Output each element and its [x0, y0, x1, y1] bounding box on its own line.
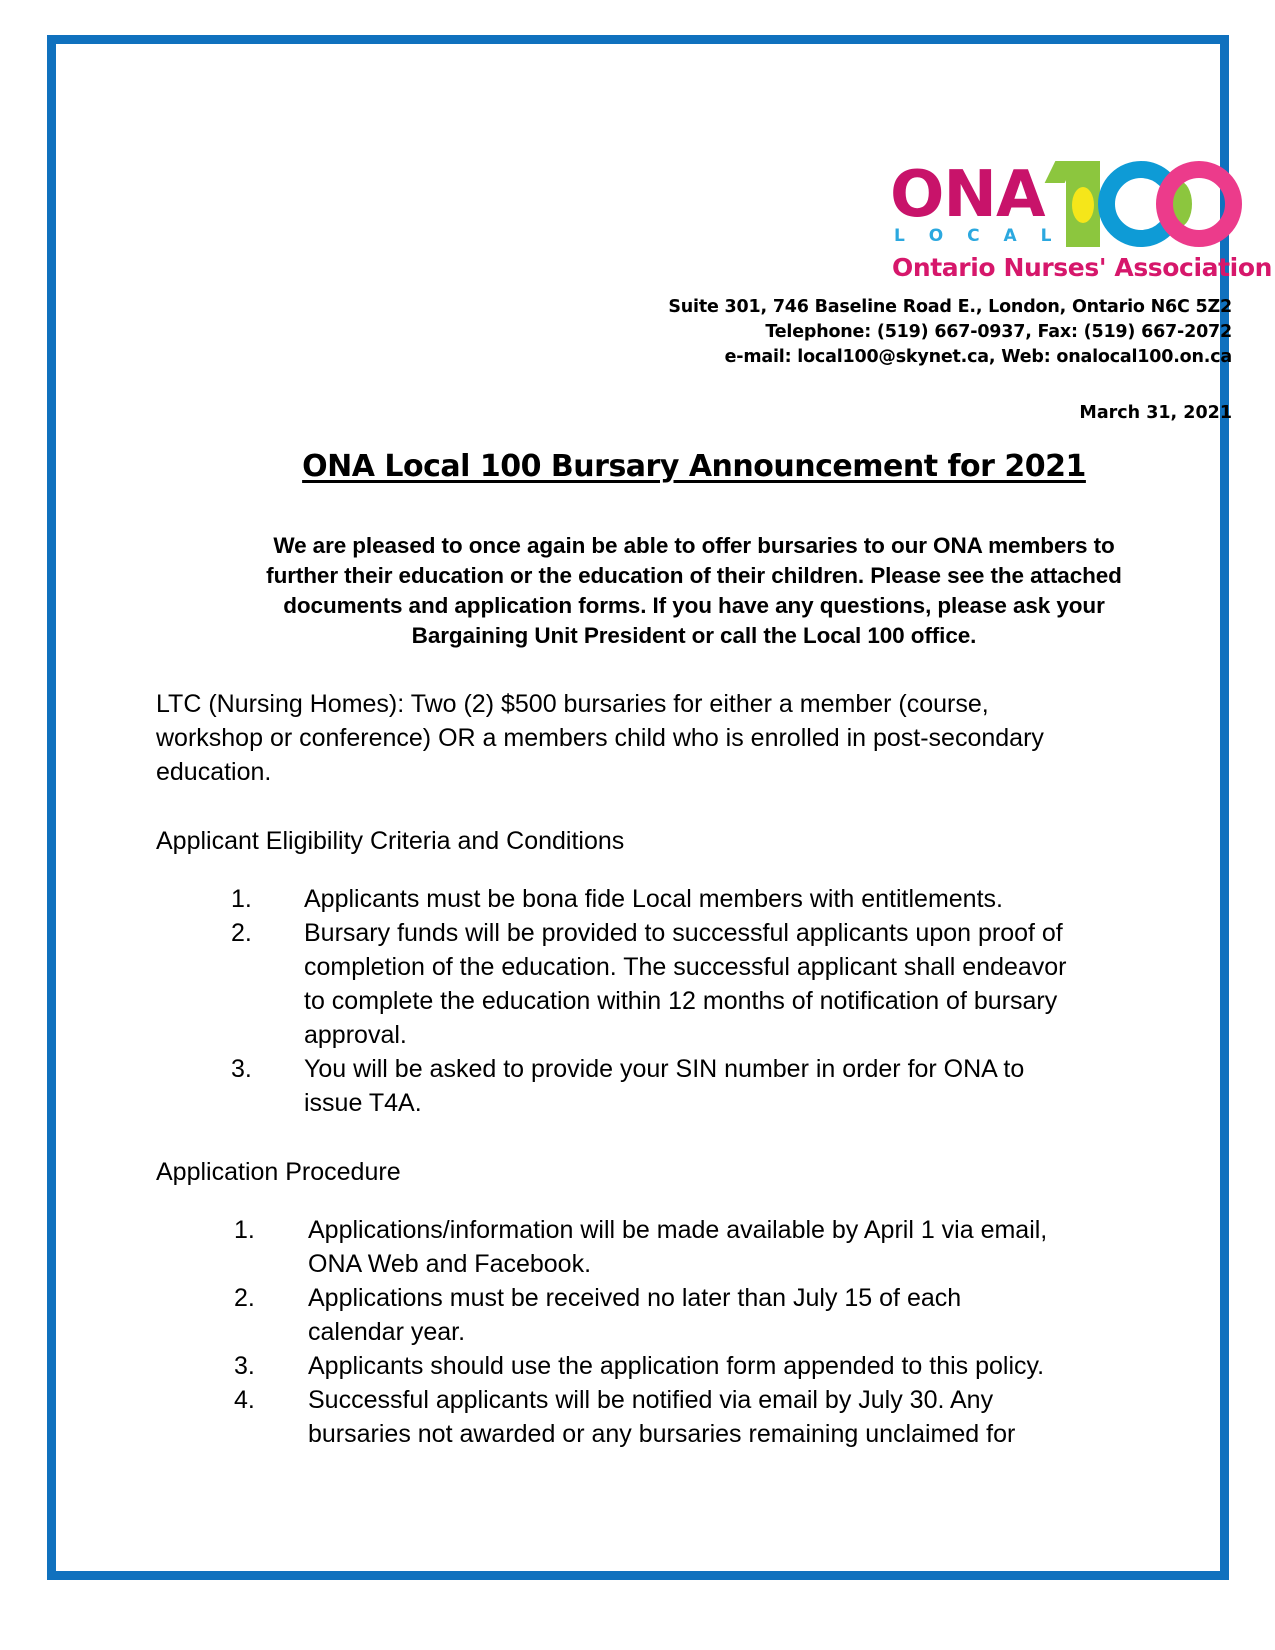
list-marker: 4.	[234, 1386, 255, 1414]
document-date: March 31, 2021	[1079, 403, 1232, 423]
intro-line: documents and application forms. If you have any questions, please ask your	[283, 593, 1105, 618]
contact-address: Suite 301, 746 Baseline Road E., London, Ontario N6C 5Z2	[668, 297, 1232, 317]
anniversary-100-icon	[1064, 159, 1240, 251]
list-line: Applicants must be bona fide Local members with entitlements.	[304, 885, 1003, 913]
page-title: ONA Local 100 Bursary Announcement for 2021	[302, 449, 1086, 484]
list-marker: 3.	[234, 1352, 255, 1380]
list-marker: 2.	[234, 1284, 255, 1312]
list-item-text	[304, 882, 1232, 916]
ltc-line: LTC (Nursing Homes): Two (2) $500 bursaries for either a member (course,	[156, 690, 989, 718]
ltc-line: education.	[156, 758, 272, 786]
intro-line: We are pleased to once again be able to offer bursaries to our ONA members to	[273, 533, 1115, 558]
digit-one-inner-shape	[1072, 187, 1094, 223]
list-line: ONA Web and Facebook.	[308, 1250, 592, 1278]
list-line: issue T4A.	[304, 1089, 422, 1117]
procedure-heading: Application Procedure	[156, 1158, 401, 1186]
list-line: approval.	[304, 1021, 407, 1049]
contact-email-web: e-mail: local100@skynet.ca, Web: onalocal100.on.ca	[724, 347, 1232, 367]
list-item-text	[308, 1281, 1232, 1349]
list-item-text	[308, 1383, 1232, 1451]
ona-wordmark: ONA	[890, 158, 1045, 232]
list-item	[156, 1281, 1232, 1349]
ltc-paragraph	[156, 687, 1232, 789]
page-border-frame	[47, 35, 1273, 1580]
list-line: Applications must be received no later than July 15 of each	[308, 1284, 962, 1312]
list-line: to complete the education within 12 months of notification of bursary	[304, 987, 1058, 1015]
list-line: bursaries not awarded or any bursaries remaining unclaimed for	[308, 1420, 1016, 1448]
list-line: Bursary funds will be provided to successful applicants upon proof of	[304, 919, 1063, 947]
list-item	[156, 1383, 1232, 1451]
list-line: completion of the education. The successful applicant shall endeavor	[304, 953, 1067, 981]
list-marker: 3.	[231, 1055, 252, 1083]
list-marker: 1.	[231, 885, 252, 913]
list-line: Successful applicants will be notified via email by July 30. Any	[308, 1386, 994, 1414]
list-item	[156, 882, 1232, 916]
eligibility-list	[156, 882, 1232, 1120]
list-line: calendar year.	[308, 1318, 466, 1346]
contact-phone-fax: Telephone: (519) 667-0937, Fax: (519) 667-2072	[765, 322, 1232, 342]
list-item	[156, 1213, 1232, 1281]
list-item-text	[304, 1052, 1232, 1120]
list-line: Applicants should use the application form appended to this policy.	[308, 1352, 1045, 1380]
list-item	[156, 1349, 1232, 1383]
intro-line: further their education or the education of their children. Please see the attached	[266, 563, 1122, 588]
zero-pink-ring-icon	[1156, 161, 1242, 247]
list-item-text	[308, 1349, 1232, 1383]
ona-local-100-logo	[886, 158, 1273, 287]
intro-line: Bargaining Unit President or call the Local 100 office.	[411, 623, 977, 648]
contact-info	[156, 295, 1232, 370]
list-item-text	[308, 1213, 1232, 1281]
letterhead-logo-block	[156, 158, 1273, 291]
list-item-text	[304, 916, 1232, 1052]
list-item	[156, 916, 1232, 1052]
document-content	[112, 88, 1275, 1615]
procedure-list	[156, 1213, 1232, 1451]
ltc-line: workshop or conference) OR a members child who is enrolled in post-secondary	[156, 724, 1044, 752]
eligibility-heading: Applicant Eligibility Criteria and Conditions	[156, 827, 625, 855]
list-marker: 1.	[234, 1216, 255, 1244]
local-label: L O C A L	[894, 226, 1061, 246]
list-line: You will be asked to provide your SIN number in order for ONA to	[304, 1055, 1025, 1083]
intro-paragraph	[156, 531, 1232, 651]
ona-tagline: Ontario Nurses' Association	[892, 253, 1273, 282]
list-item	[156, 1052, 1232, 1120]
digit-one-shape	[1066, 161, 1100, 247]
list-marker: 2.	[231, 919, 252, 947]
list-line: Applications/information will be made available by April 1 via email,	[308, 1216, 1048, 1244]
